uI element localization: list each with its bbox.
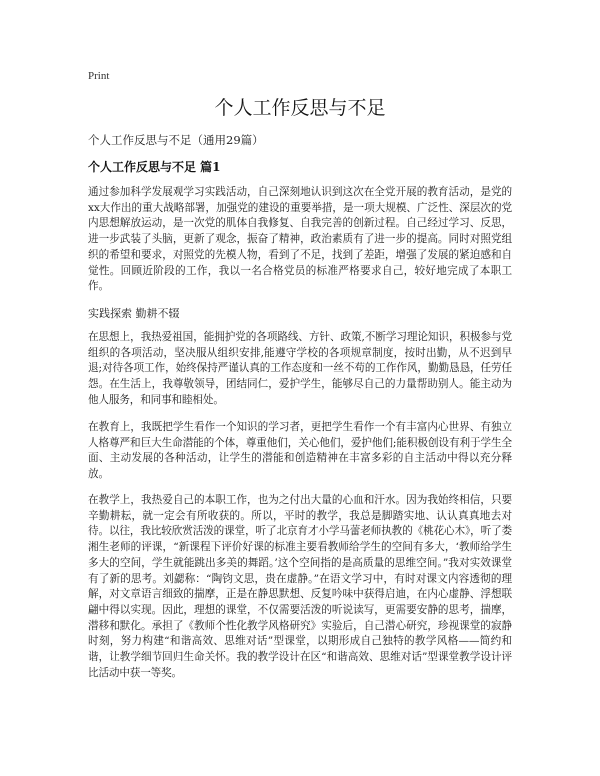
- document-subtitle: 个人工作反思与不足（通用29篇）: [88, 133, 264, 147]
- print-label: Print: [88, 70, 110, 82]
- paragraph-intro: 通过参加科学发展观学习实践活动，自己深刻地认识到这次在全党开展的教育活动，是党的xx大作出的重大战略部署，加强党的建设的重要举措，是一项大规模、广泛性、深层次的党内思想解放运动，是一次党的肌体自我修复、自我完善的创新过程。自己经过学习、反思，进一步武装了头脑，更新了观念，振奋了精神，政治素质有了进一步的提高。同时对照党组织的希望和要求，对照党的先模人物，看到了不足，找到了差距，增强了发展的紧迫感和自觉性。回顾近阶段的工作，我以一名合格党员的标准严格要求自己，较好地完成了本职工作。: [88, 186, 512, 293]
- document-title: 个人工作反思与不足: [214, 97, 386, 119]
- paragraph-thought: 在思想上，我热爱祖国，能拥护党的各项路线、方针、政策,不断学习理论知识，积极参与党组织的各项活动，坚决服从组织安排,能遵守学校的各项规章制度，按时出勤，从不迟到早退;对待各项工作，始终保持严谨认真的工作态度和一丝不苟的工作作风，勤勤恳恳，任劳任怨。在生活上，我尊敬领导，团结同仁，爱护学生，能够尽自己的力量帮助别人。能主动为他人服务，和同事和睦相处。: [88, 331, 512, 406]
- paragraph-education: 在教育上，我既把学生看作一个知识的学习者，更把学生看作一个有丰富内心世界、有独立人格尊严和巨大生命潜能的个体，尊重他们，关心他们，爱护他们;能积极创设有利于学生全面、主动发展的各种活动，让学生的潜能和创造精神在丰富多彩的自主活动中得以充分释放。: [88, 421, 512, 481]
- section-heading: 个人工作反思与不足 篇1: [88, 160, 221, 174]
- sub-heading-practice: 实践探索 勤耕不辍: [88, 307, 180, 320]
- paragraph-teaching: 在教学上，我热爱自己的本职工作，也为之付出大量的心血和汗水。因为我始终相信，只要辛勤耕耘，就一定会有所收获的。所以，平时的教学，我总是脚踏实地、认认真真地去对待。以往，我比较欣赏活泼的课堂，听了北京育才小学马蕾老师执教的《桃花心木》，听了娄湘生老师的评课，“新课程下评价好课的标准主要看教师给学生的空间有多大，‘教师给学生多大的空间，学生就能跳出多美的舞蹈。’这个空间指的是高质量的思维空间。”我对实效课堂有了新的思考。刘勰称：“陶钧文思，贵在虚静。”在语文学习中，有时对课文内容透彻的理解，对文章语言细致的揣摩，正是在静思默想、反复吟味中获得启迪，在内心虚静、浮想联翩中得以实现。因此，理想的课堂，不仅需要活泼的听说读写，更需要安静的思考，揣摩，潜移和默化。承担了《教师个性化教学风格研究》实验后，自己潜心研究，珍视课堂的寂静时刻，努力构建“和谐高效、思维对话”型课堂，以期形成自己独特的教学风格——简约和谐，让教学细节回归生命关怀。我的教学设计在区“和谐高效、思维对话”型课堂教学设计评比活动中获一等奖。: [88, 494, 512, 679]
